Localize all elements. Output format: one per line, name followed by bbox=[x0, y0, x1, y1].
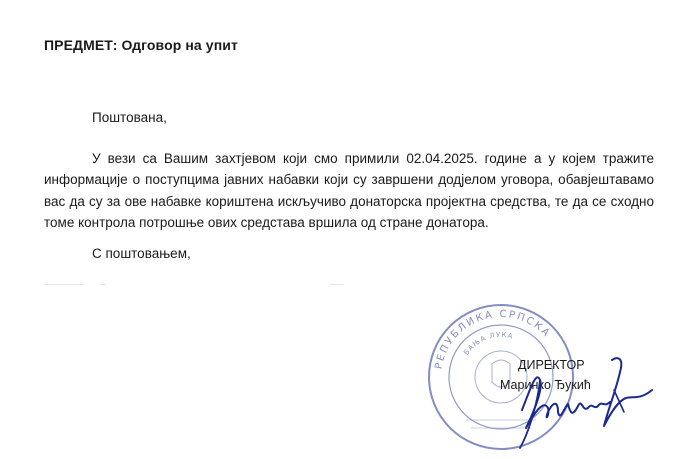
scan-artifact-line bbox=[330, 284, 344, 285]
signatory-name: Маринко Ђукић bbox=[500, 378, 591, 392]
signatory-title: ДИРЕКТОР bbox=[518, 358, 585, 372]
svg-text:БАЊА ЛУКА: БАЊА ЛУКА bbox=[462, 330, 515, 357]
scan-artifact-line bbox=[44, 284, 84, 285]
handwritten-signature bbox=[500, 350, 670, 450]
letter-greeting: Поштована, bbox=[92, 110, 167, 125]
letter-body: У вези са Вашим захтјевом који смо примили 02.04.2025. године а у којем тражите информације о поступцима јавних набавки који су завршени додјелом уговора, обавјештавамо вас да су за ове набавке кориштена искључиво донаторска пројектна средства, те да се сходно томе контрола потрошње ових средстава вршила од стране донатора. bbox=[44, 151, 654, 230]
letter-closing: С поштовањем, bbox=[92, 246, 191, 261]
scan-artifact-line bbox=[100, 284, 106, 285]
svg-text:РЕПУБЛИКА СРПСКА: РЕПУБЛИКА СРПСКА bbox=[433, 308, 553, 371]
letter-subject: ПРЕДМЕТ: Одговор на упит bbox=[44, 37, 238, 53]
